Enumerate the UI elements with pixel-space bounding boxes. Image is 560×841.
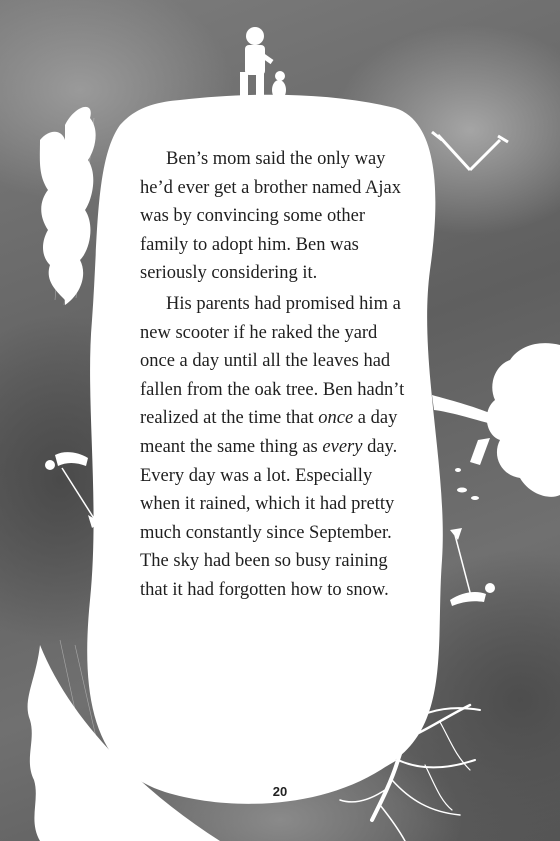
paragraph-2 — [140, 290, 410, 605]
right-tree — [432, 343, 560, 500]
emphasis-every: every — [322, 436, 363, 457]
paragraph-1: Ben’s mom said the only way he’d ever get a brother named Ajax was by convincing some other family to adopt him. Ben was seriously considering it. — [140, 149, 401, 284]
emphasis-once: once — [318, 408, 354, 429]
left-bush-top — [65, 107, 96, 305]
raking-figure-right — [450, 528, 495, 606]
raking-figure-left — [45, 452, 100, 528]
boy-and-dog-silhouette — [240, 27, 286, 103]
story-text — [140, 145, 410, 605]
paragraph-2-part-2: a day meant the same thing as — [140, 408, 398, 457]
paragraph-2-part-1: His parents had promised him a new scooter if he raked the yard once a day until all the leaves had fallen from the oak tree. Ben hadn’t realized at the time that — [140, 293, 405, 429]
hanging-swing-icon — [432, 132, 508, 170]
left-bush-edge — [40, 132, 65, 300]
page-number: 20 — [272, 784, 288, 799]
paragraph-2-part-3: day. Every day was a lot. Especially when it rained, which it had pretty much constantly since September. The sky had been so busy raining that it had forgotten how to snow. — [140, 436, 398, 600]
